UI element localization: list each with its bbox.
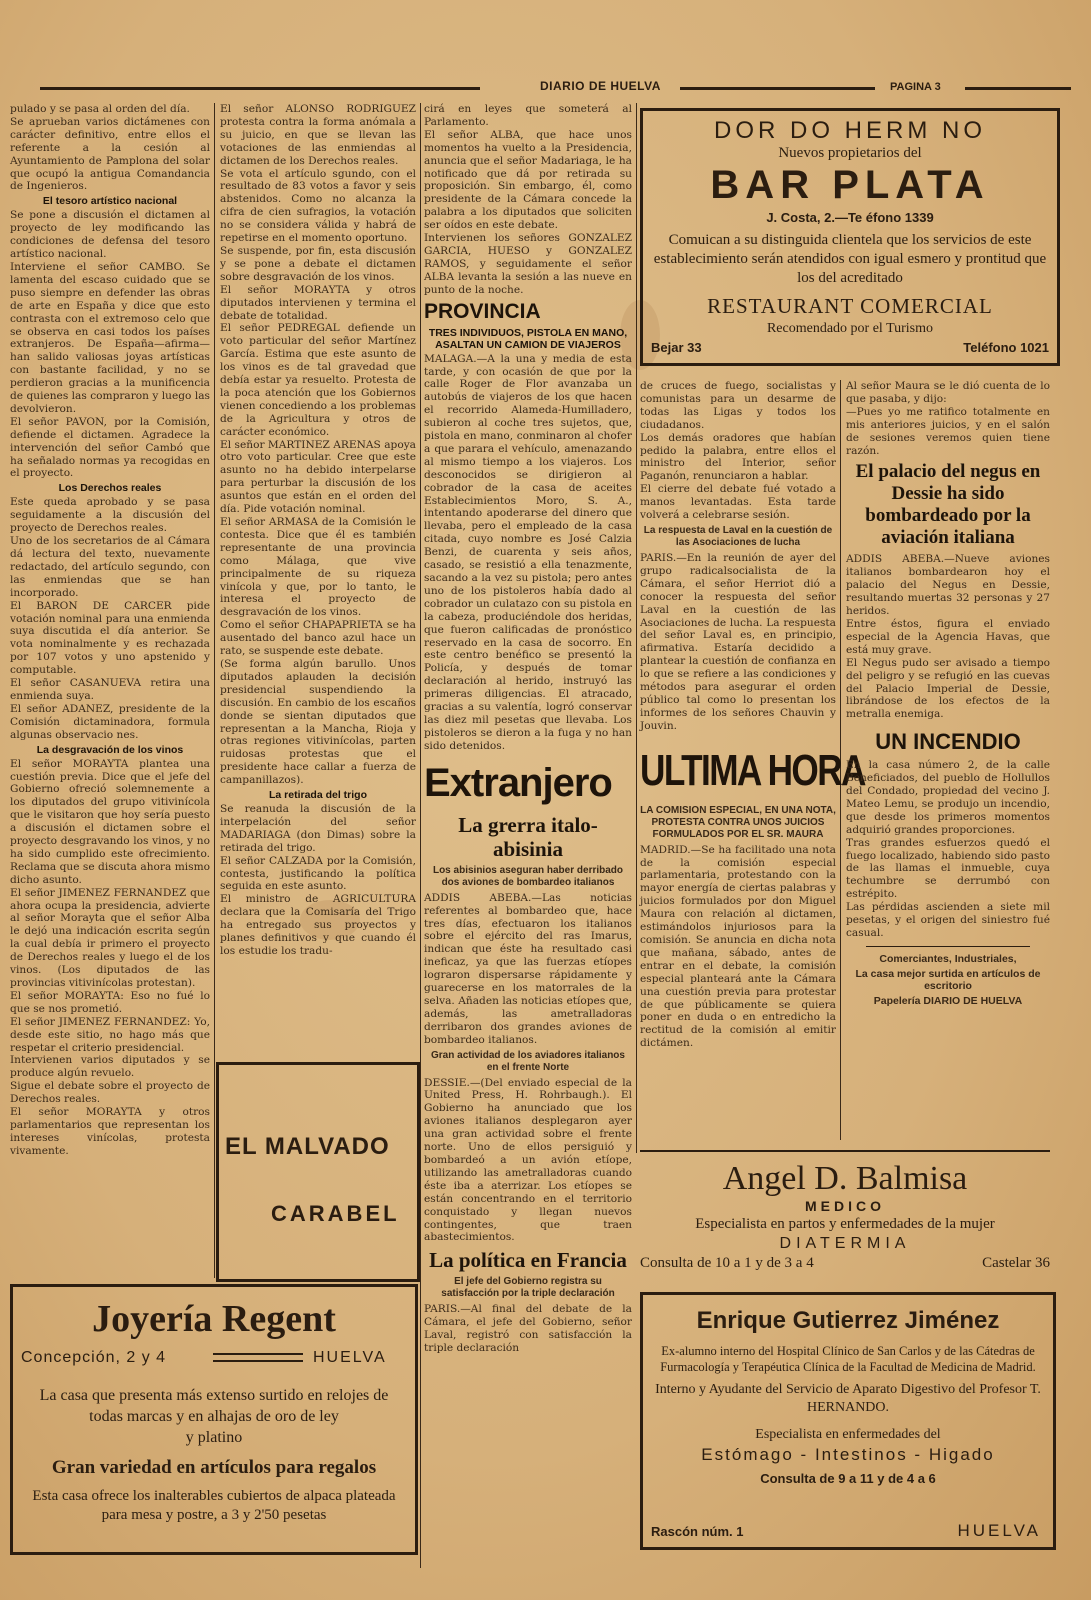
doctor-ad-gutierrez xyxy=(640,1292,1056,1550)
paragraph: Se aprueban varios dictámenes con carácter definitivo, entre ellos el referente a la cesión al Ayuntamiento de Pamplona del solar que ocupó la antigua Comandancia de Ingenieros. xyxy=(10,115,210,193)
bar-text: Comuican a su distinguida clientela que los servicios de este establecimiento serán atendidos con igual esmero y prontitud que los del acreditado xyxy=(653,232,1047,286)
paragraph: Como el señor CHAPAPRIETA se ha ausentado del banco azul hace un rato, se suspende este debate. xyxy=(220,619,416,658)
subheadline: Gran actividad de los aviadores italianos en el frente Norte xyxy=(431,1049,625,1073)
restaurant-recommended: Recomendado por el Turismo xyxy=(766,321,934,336)
paragraph: (Se forma algún barullo. Unos diputados aplauden la decisión presidencial suspendiendo la discusión. En cambio de los escaños donde se sientan diputados que representan a la Mancha, Rioja y otras regiones vitivinícolas, parten ruidosas protestas que el presidente hace callar a fuerza de campanillazos). xyxy=(220,657,416,787)
paragraph: El señor CALZADA por la Comisión, contesta, justificando la política seguida en este asunto. xyxy=(220,854,416,893)
headline: Los Derechos reales xyxy=(58,482,162,495)
paragraph: Se reanuda la discusión de la interpelación del señor MADARIAGA (don Dimas) sobre la retirada del trigo. xyxy=(220,803,416,854)
paragraph: El señor ALONSO RODRIGUEZ protesta contra la forma anómala a su juicio, en que se llevan las votaciones de las enmiendas al dictamen de los Derechos reales. xyxy=(220,103,416,167)
movie-title: EL MALVADO xyxy=(225,1133,390,1160)
paragraph: El Negus pudo ser avisado a tiempo del peligro y se refugió en las cuevas del Palacio Imperial de Dessie, librándose de los efectos de la metralla enemiga. xyxy=(846,656,1050,721)
paragraph: En la casa número 2, de la calle Beneficiados, del pueblo de Hollullos del Condado, propiedad del vecino J. Mateo Lemu, se produjo un incendio, que desde los primeros momentos adquirió grandes proporciones. xyxy=(846,759,1050,836)
bar-ad-box xyxy=(640,108,1060,366)
paragraph: Este queda aprobado y se pasa seguidamente a la discusión del proyecto de Derechos reales. xyxy=(10,496,210,535)
headline: La retirada del trigo xyxy=(268,789,368,802)
paragraph: pulado y se pasa al orden del día. xyxy=(10,103,190,115)
paragraph: El señor JIMENEZ FERNANDEZ que ahora ocupa la presidencia, advierte al señor Morayta que el señor Alba le dejó una indicación escrita según la cual debía ir primero el proyecto de Derechos reales y luego el de los vinos. (Los diputados de las provincias vitivinícolas protestan). xyxy=(10,886,210,989)
paragraph: El señor CASANUEVA retira una enmienda suya. xyxy=(10,677,210,702)
column-rule xyxy=(636,103,637,1153)
bar-address: J. Costa, 2.—Te éfono 1339 xyxy=(766,210,934,225)
doctor-credentials: Ex-alumno interno del Hospital Clínico de San Carlos y de las Cátedras de Furmacología y Terapéutica Clínica de la Facultad de Medicina de Madrid. xyxy=(660,1344,1036,1374)
paragraph: El señor JIMENEZ FERNANDEZ: Yo, desde este sitio, no hago más que respetar el criterio presidencial. xyxy=(10,1015,210,1054)
doctor-footer-row xyxy=(640,1253,1050,1273)
paragraph: Se suspende, por fin, esta discusión y se pone a debate el dictamen sobre desgravación de los vinos. xyxy=(220,244,416,283)
doctor-specialty: Especialista en partos y enfermedades de la mujer xyxy=(695,1216,995,1232)
doctor-ad-balmisa xyxy=(640,1150,1050,1287)
doctor-hours: Consulta de 9 a 11 y de 4 a 6 xyxy=(760,1471,936,1486)
restaurant-name: RESTAURANT COMERCIAL xyxy=(707,294,993,318)
paragraph: El señor PAVON, por la Comisión, defiende el dictamen. Agradece la intervención del señor Cambó que ha señalado normas ya recogidas en el proyecto. xyxy=(10,415,210,480)
headline: El tesoro artístico nacional xyxy=(42,195,178,208)
doctor-organs: Estómago - Intestinos - Higado xyxy=(701,1445,995,1464)
column-5 xyxy=(846,380,1050,1140)
doctor-hours: Consulta de 10 a 1 y de 3 a 4 xyxy=(640,1255,814,1271)
stationery-ad-line: Papelería DIARIO DE HUELVA xyxy=(873,994,1023,1007)
doctor-name: Enrique Gutierrez Jiménez xyxy=(696,1307,1000,1334)
doctor-title: MEDICO xyxy=(805,1198,885,1214)
paragraph: El señor MORAYTA: Eso no fué lo que se nos prometió. xyxy=(10,989,210,1015)
headline: UN INCENDIO xyxy=(875,729,1021,755)
paragraph: Al señor Maura se le dió cuenta de lo que pasaba, y dijo: xyxy=(846,380,1050,405)
subheadline: El jefe del Gobierno registra su satisfacción por la triple declaración xyxy=(441,1276,615,1300)
bar-owners: DOR DO HERM NO xyxy=(714,117,986,144)
column-rule xyxy=(420,103,421,1568)
paragraph: Entre éstos, figura el enviado especial de la Agencia Havas, que está muy grave. xyxy=(846,617,1050,656)
jewelry-text: La casa que presenta más extenso surtido en relojes de todas marcas y en alhajas de oro de ley xyxy=(39,1387,389,1425)
restaurant-phone: Teléfono 1021 xyxy=(963,340,1049,355)
paragraph: El cierre del debate fué votado a manos levantadas. Esta tarde volverá a celebrarse sesión. xyxy=(640,483,836,522)
paragraph: El señor MARTINEZ ARENAS apoya otro voto particular. Cree que este asunto no ha debido interpelarse para perturbar la discusión de los asuntos que están en el orden del día. Pide votación nominal. xyxy=(220,438,416,516)
doctor-specialty: Especialista en enfermedades del xyxy=(755,1427,941,1442)
paragraph: DESSIE.—(Del enviado especial de la United Press, H. Rohrbaugh.). El Gobierno ha anunciado que los aviones italianos desplegaron ayer una gran actividad sobre el frente norte. Uno de ellos persiguió y bombardeó a un avión etíope, utilizando las ametralladoras cuando éste iba a aterrizar. Los etíopes se están concentrando en el territorio conquistado y llegan nuevos contingentes, que traen abastecimientos. xyxy=(424,1076,632,1244)
headline: TRES INDIVIDUOS, PISTOLA EN MANO, ASALTAN UN CAMION DE VIAJEROS xyxy=(428,326,628,351)
doctor-diathermy: DIATERMIA xyxy=(779,1235,911,1252)
subheadline: Los abisinios aseguran haber derribado dos aviones de bombardeo italianos xyxy=(432,864,624,888)
section-title: PROVINCIA xyxy=(424,299,541,323)
headline: La política en Francia xyxy=(429,1248,627,1273)
headline: El palacio del negus en Dessie ha sido bombardeado por la aviación italiana xyxy=(855,461,1041,549)
jewelry-text-2: y platino xyxy=(185,1429,243,1446)
paragraph: El señor MORAYTA y otros parlamentarios que representan los intereses vinícolas, protesta vivamente. xyxy=(10,1106,210,1157)
stationery-ad-line: Comerciantes, Industriales, xyxy=(879,952,1017,965)
doctor-position: Interno y Ayudante del Servicio de Aparato Digestivo del Profesor T. HERNANDO. xyxy=(655,1382,1041,1415)
last-hour-title: ULTIMA HORA xyxy=(640,745,865,795)
subheadline: La respuesta de Laval en la cuestión de las Asociaciones de lucha xyxy=(643,524,833,548)
paragraph: ADDIS ABEBA.—Las noticias referentes al bombardeo que, hace tres días, efectuaron los italianos sobre el ejército del ras Imarus, indican que éste ha resultado casi ineficaz, ya que las fuerzas etíopes lograron dispersarse rápidamente y guarecerse en los matorrales de la selva. Añaden las noticias etíopes que, además, las ametralladoras derribaron dos grandes aviones de bombardeo italianos. xyxy=(424,891,632,1046)
bar-new-owners: Nuevos propietarios del xyxy=(778,145,922,161)
paragraph: cirá en leyes que someterá al Parlamento. xyxy=(424,103,632,128)
paragraph: Uno de los secretarios de al Cámara dá lectura del texto, nuevamente redactado, del artículo segundo, con las enmiendas que se han incorporado. xyxy=(10,535,210,599)
paragraph: El señor ALBA, que hace unos momentos ha vuelto a la Presidencia, anuncia que el señor Madariaga, le ha notificado que dá por retirada su proposición. Sin embargo, él, como presidente de la Cámara concede la palabra a los diputados que soliciten ser oídos en este debate. xyxy=(424,128,632,232)
column-1 xyxy=(10,103,210,1278)
paragraph: Sigue el debate sobre el proyecto de Derechos reales. xyxy=(10,1080,210,1106)
paragraph: El señor ARMASA de la Comisión le contesta. Dice que él es también representante de una provincia como Málaga, que vive principalmente de su riqueza vinícola y que, por lo tanto, le interesa el proyecto de desgravación de los vinos. xyxy=(220,516,416,619)
jewelry-ad-box xyxy=(10,1284,418,1555)
paragraph: El señor MORAYTA plantea una cuestión previa. Dice que el jefe del Gobierno ofreció solemnemente a los diputados del grupo vitivinícola que le visitaron que hoy sería puesto a discusión el dictamen sobre el proyecto desgravando los vinos, y no ha sido cumplido este ofrecimiento. Reclama que se discuta ahora mismo dicho asunto. xyxy=(10,757,210,886)
doctor-name: Angel D. Balmisa xyxy=(722,1160,968,1197)
column-rule xyxy=(214,103,215,1278)
paragraph: El ministro de AGRICULTURA declara que la Comisaría del Trigo ha entregado sus proyectos y planes definitivos y que cuando él los estudie los tradu- xyxy=(220,893,416,957)
decor-rule xyxy=(213,1353,303,1362)
paragraph: Se vota el artículo sgundo, con el resultado de 83 votos a favor y seis abstenidos. Como no alcanza la cifra de cien sufragios, la votación no se considera válida y habrá de repetirse en el momento oportuno. xyxy=(220,167,416,245)
masthead xyxy=(40,78,1071,98)
doctor-address: Rascón núm. 1 xyxy=(651,1524,744,1539)
jewelry-address-row xyxy=(13,1345,415,1371)
paragraph: Intervienen varios diputados y se produce algún revuelo. xyxy=(10,1054,210,1080)
restaurant-address: Bejar 33 xyxy=(651,340,702,355)
paragraph: PARIS.—En la reunión de ayer del grupo radicalsocialista de la Cámara, el señor Herriot dió a conocer la respuesta del señor Laval en la cuestión de las Asociaciones de lucha. La respuesta del señor Laval es, en principio, afirmativa. Estaría decidido a plantear la cuestión de confianza en lo que se refiere a las condiciones y métodos para asegurar el orden público tal como lo presentan los informes de los señores Chauvin y Jouvin. xyxy=(640,551,836,732)
paragraph: El señor MORAYTA y otros diputados intervienen y termina el debate de totalidad. xyxy=(220,283,416,322)
paragraph: PARIS.—Al final del debate de la Cámara, el jefe del Gobierno, señor Laval, registró con satisfacción la triple declaración xyxy=(424,1303,632,1355)
paragraph: de cruces de fuego, socialistas y comunistas para un desarme de todas las Ligas y todos los ciudadanos. xyxy=(640,380,836,431)
jewelry-city: HUELVA xyxy=(313,1349,387,1366)
masthead-rule xyxy=(965,87,1071,90)
jewelry-gifts: Gran variedad en artículos para regalos xyxy=(51,1457,377,1478)
column-4 xyxy=(640,380,865,1140)
movie-actor: CARABEL xyxy=(271,1201,400,1226)
paragraph: Interviene el señor CAMBO. Se lamenta del escaso cuidado que se puso siempre en defender las obras de arte en España y dice que esto contrasta con el extremoso celo que se observa en casi todos los países extranjeros. De España—afirma—han salido valiosas joyas artísticas con bastante facilidad, y no se perdieron gracias a la munificencia de quienes las compraron y luego las devolvieron. xyxy=(10,260,210,415)
column-3 xyxy=(424,103,632,1565)
stationery-ad-line: La casa mejor surtida en artículos de escritorio xyxy=(855,967,1041,992)
jewelry-address: Concepción, 2 y 4 xyxy=(21,1349,167,1366)
paragraph: Los demás oradores que habían pedido la palabra, entre ellos el ministro del Interior, señor Paganón, renunciaron a hablar. xyxy=(640,431,836,483)
masthead-rule xyxy=(40,87,480,90)
paragraph: El señor ADANEZ, presidente de la Comisión dictaminadora, formula algunas observacio nes. xyxy=(10,702,210,741)
masthead-rule xyxy=(680,87,875,90)
doctor-city: HUELVA xyxy=(957,1521,1041,1540)
paragraph: El BARON DE CARCER pide votación nominal para una enmienda suya discutida el día anterior. Se vota nominalmente y es rechazada por 107 votos y uno apstenido y computable. xyxy=(10,599,210,677)
doctor-address: Castelar 36 xyxy=(982,1255,1050,1271)
headline: La grerra italo-abisinia xyxy=(458,812,598,861)
subheadline: LA COMISION ESPECIAL, EN UNA NOTA, PROTESTA CONTRA UNOS JUICIOS FORMULADOS POR EL SR. MAURA xyxy=(640,804,836,840)
paragraph: Intervienen los señores GONZALEZ GARCIA, HUESO y GONZALEZ RAMOS, y seguidamente el señor ALBA levanta la sesión a las nueve en punto de la noche. xyxy=(424,232,632,296)
column-2 xyxy=(220,103,416,1058)
paragraph: ADDIS ABEBA.—Nueve aviones italianos bombardearon hoy el palacio del Negus en Dessie, resultando muertas 32 personas y 27 heridos. xyxy=(846,553,1050,618)
paragraph: MADRID.—Se ha facilitado una nota de la comisión especial parlamentaria, protestando con la mayor energía de ciertas palabras y juicios formulados por don Miguel Maura con relación al dictamen, estimándolos injuriosos para la comisión. Se anuncia en dicha nota que mañana, sábado, antes de entrar en el debate, la comisión especial planteará ante la Cámara una cuestión previa para protestar de que públicamente se quiera poner en duda o en entredicho la rectitud de la comisión al emitir dictámen. xyxy=(640,843,836,1050)
movie-ad-box xyxy=(216,1062,420,1282)
headline: La desgravación de los vinos xyxy=(36,743,184,756)
divider xyxy=(866,946,1030,947)
paragraph: El señor PEDREGAL defiende un voto particular del señor Martínez García. Estima que este asunto de los vinos es de tal gravedad que debía estar ya resuelto. Protesta de la poca atención que los Gobiernos vienen concediendo a los problemas de la Agricultura y otros de carácter económico. xyxy=(220,322,416,438)
bar-name: BAR PLATA xyxy=(710,163,990,207)
paragraph: Se pone a discusión el dictamen al proyecto de ley modificando las condiciones de defensa del tesoro artístico nacional. xyxy=(10,209,210,261)
paragraph: Tras grandes esfuerzos quedó el fuego localizado, habiendo sido pasto de las llamas el inmueble, cuya techumbre se derrumbó con estrépito. xyxy=(846,836,1050,901)
paragraph: Las pérdidas ascienden a siete mil pesetas, y el origen del siniestro fué casual. xyxy=(846,901,1050,939)
section-title: Extranjero xyxy=(424,760,612,805)
page-number: PAGINA 3 xyxy=(890,81,941,93)
newspaper-name: DIARIO DE HUELVA xyxy=(540,79,661,93)
jewelry-name: Joyería Regent xyxy=(92,1298,336,1340)
paragraph: MALAGA.—A la una y media de esta tarde, y con ocasión de que por la calle Roger de Flor avanzaba un autobús de viajeros de los que hacen el recorrido Alameda-Humilladero, subieron al coche tres sujetos, que, pistola en mano, conminaron al chofer a que parara el vehículo, amenazando al mismo tiempo a los viajeros. Los desconocidos se dirigieron al cobrador de la casa de aceites Establecimientos Moro, S. A., intentando apoderarse del dinero que llevaba, pero el empleado de la casa citada, cuyo nombre es José Calzia Benzi, de cuarenta y seis años, casado, se resistió a ella tenazmente, sacando a la vez su pistola; pero antes uno de los pistoleros había dado al cobrador un culatazo con su pistola en la cabeza, produciéndole dos heridas, que fueron calificadas de pronóstico reservado en la casa de socorro. En este centro benéfico se presentó la Policía, y después de tomar declaración al herido, instruyó las primeras diligencias. El atracado, gracias a su valentía, logró conservar las diez mil pesetas que llevaba. Los pistoleros se dieron a la fuga y no han sido detenidos. xyxy=(424,352,632,752)
paragraph: —Pues yo me ratifico totalmente en mis anteriores juicios, y en el salón de sesiones veremos quien tiene razón. xyxy=(846,405,1050,457)
jewelry-cutlery: Esta casa ofrece los inalterables cubiertos de alpaca plateada para mesa y postre, a 3 y 2'50 pesetas xyxy=(32,1488,396,1523)
